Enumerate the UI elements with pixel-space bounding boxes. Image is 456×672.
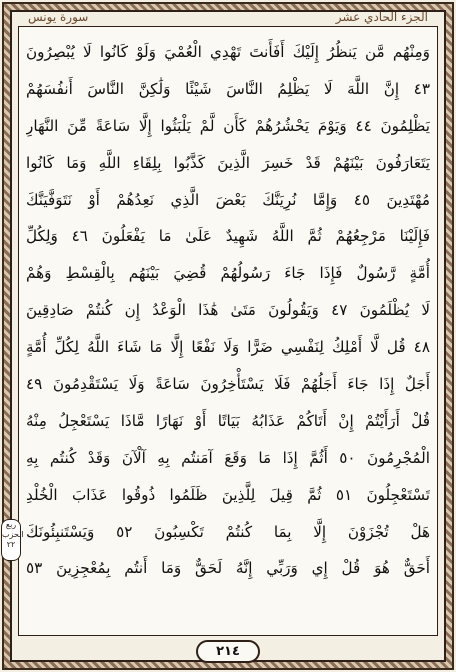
hizb-marker [2,510,24,570]
text-line: يَتَعَارَفُونَ بَيْنَهُمْ قَدْ خَسِرَ الَّذِينَ كَذَّبُوا بِلِقَاءِ اللَّهِ وَمَا كَانُوا [26,153,430,172]
text-line: أُمَّةٍ رَّسُولٌ فَإِذَا جَاءَ رَسُولُهُمْ قُضِيَ بَيْنَهُم بِالْقِسْطِ وَهُمْ [26,264,430,283]
surah-title: سورة يونس [28,10,89,24]
text-line: ٤٣ إِنَّ اللَّهَ لَا يَظْلِمُ النَّاسَ شَيْئًا وَلَٰكِنَّ النَّاسَ أَنفُسَهُمْ [26,79,430,98]
text-line: يَظْلِمُونَ ٤٤ وَيَوْمَ يَحْشُرُهُمْ كَأَن لَّمْ يَلْبَثُوا إِلَّا سَاعَةً مِّنَ النَّهَارِ [26,116,430,135]
text-line: تَسْتَعْجِلُونَ ٥١ ثُمَّ قِيلَ لِلَّذِينَ ظَلَمُوا ذُوقُوا عَذَابَ الْخُلْدِ [26,485,430,504]
text-line: فَإِلَيْنَا مَرْجِعُهُمْ ثُمَّ اللَّهُ شَهِيدٌ عَلَىٰ مَا يَفْعَلُونَ ٤٦ وَلِكُلِّ [26,227,430,246]
text-line: لَا يُظْلَمُونَ ٤٧ وَيَقُولُونَ مَتَىٰ هَٰذَا الْوَعْدُ إِن كُنتُمْ صَادِقِينَ [26,301,430,320]
text-line: قُلْ أَرَأَيْتُمْ إِنْ أَتَاكُمْ عَذَابُهُ بَيَاتًا أَوْ نَهَارًا مَّاذَا يَسْتَعْجِلُ مِنْهُ [26,411,430,430]
text-line: أَحَقٌّ هُوَ قُلْ إِي وَرَبِّي إِنَّهُ لَحَقٌّ وَمَا أَنتُم بِمُعْجِزِينَ ٥٣ [26,559,430,578]
text-line: الْمُجْرِمُونَ ٥٠ أَثُمَّ إِذَا مَا وَقَعَ آمَنتُم بِهِ آلْآنَ وَقَدْ كُنتُم بِهِ [26,448,430,467]
juz-title: الجزء الحادي عشر [335,10,428,24]
page-number: ٢١٤ [196,640,260,663]
page-footer [178,640,278,662]
page-header [18,8,438,26]
text-line: وَمِنْهُم مَّن يَنظُرُ إِلَيْكَ أَفَأَنتَ تَهْدِي الْعُمْيَ وَلَوْ كَانُوا لَا يُبْصِرُونَ [26,43,430,61]
quran-text [26,34,430,628]
text-line: أَجَلٌ إِذَا جَاءَ أَجَلُهُمْ فَلَا يَسْتَأْخِرُونَ سَاعَةً وَلَا يَسْتَقْدِمُونَ ٤٩ [26,375,430,394]
text-line: هَلْ تُجْزَوْنَ إِلَّا بِمَا كُنتُمْ تَكْسِبُونَ ٥٢ وَيَسْتَنبِئُونَكَ [26,522,430,541]
text-line: مُهْتَدِينَ ٤٥ وَإِمَّا نُرِيَنَّكَ بَعْضَ الَّذِي نَعِدُهُمْ أَوْ نَتَوَفَّيَنَّكَ [26,190,430,209]
hizb-badge: ربع الحزب ٢٢ [1,519,21,561]
text-line: ٤٨ قُل لَّا أَمْلِكُ لِنَفْسِي ضَرًّا وَلَا نَفْعًا إِلَّا مَا شَاءَ اللَّهُ لِكُلِّ أُمَّةٍ [26,338,430,357]
